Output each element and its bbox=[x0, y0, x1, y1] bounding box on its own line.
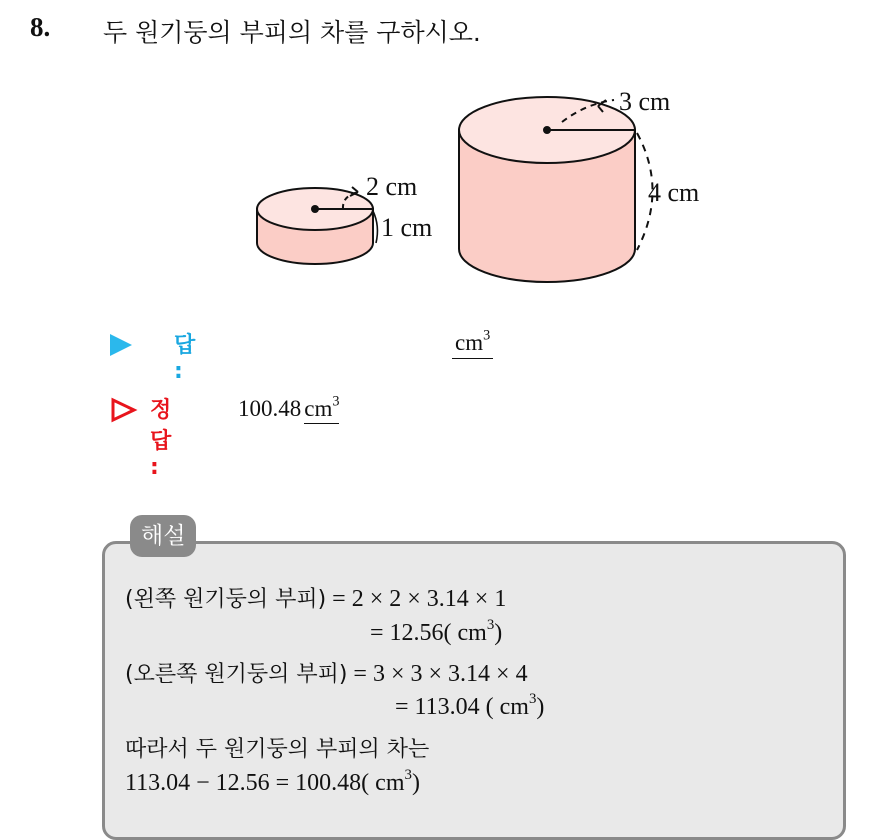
right-triangle-filled-icon bbox=[110, 334, 132, 356]
large-cylinder bbox=[459, 97, 653, 282]
small-radius-label: 2 cm bbox=[366, 172, 418, 201]
question-text: 두 원기둥의 부피의 차를 구하시오. bbox=[103, 18, 481, 47]
answer-unit: $cm^3$ bbox=[452, 330, 493, 359]
explanation-line: 따라서 두 원기둥의 부피의 차는 bbox=[125, 737, 430, 762]
right-triangle-outline-icon bbox=[110, 397, 138, 423]
explanation-line: 113.04 − 12.56 = 100.48( $cm^3$) bbox=[125, 766, 420, 796]
large-radius-label: 3 cm bbox=[619, 87, 671, 116]
small-height-label: 1 cm bbox=[381, 213, 433, 242]
question-number: 8. bbox=[30, 12, 51, 42]
solution-label: 정답 : bbox=[150, 398, 172, 480]
large-height-label: 4 cm bbox=[648, 178, 700, 207]
explanation-line: = 12.56( $cm^3$) bbox=[370, 616, 503, 646]
explanation-line: (오른쪽 원기둥의 부피) = 3 × 3 × 3.14 × 4 bbox=[125, 661, 528, 687]
explanation-line: (왼쪽 원기둥의 부피) = 2 × 2 × 3.14 × 1 bbox=[125, 586, 507, 612]
solution-value: 100.48 $cm^3$ bbox=[238, 396, 339, 422]
explanation-tag: 해설 bbox=[130, 515, 196, 557]
explanation-line: = 113.04 ( $cm^3$) bbox=[395, 690, 545, 720]
cylinders-figure bbox=[0, 0, 884, 320]
small-cylinder bbox=[257, 187, 377, 264]
answer-label: 답 : bbox=[174, 333, 196, 384]
